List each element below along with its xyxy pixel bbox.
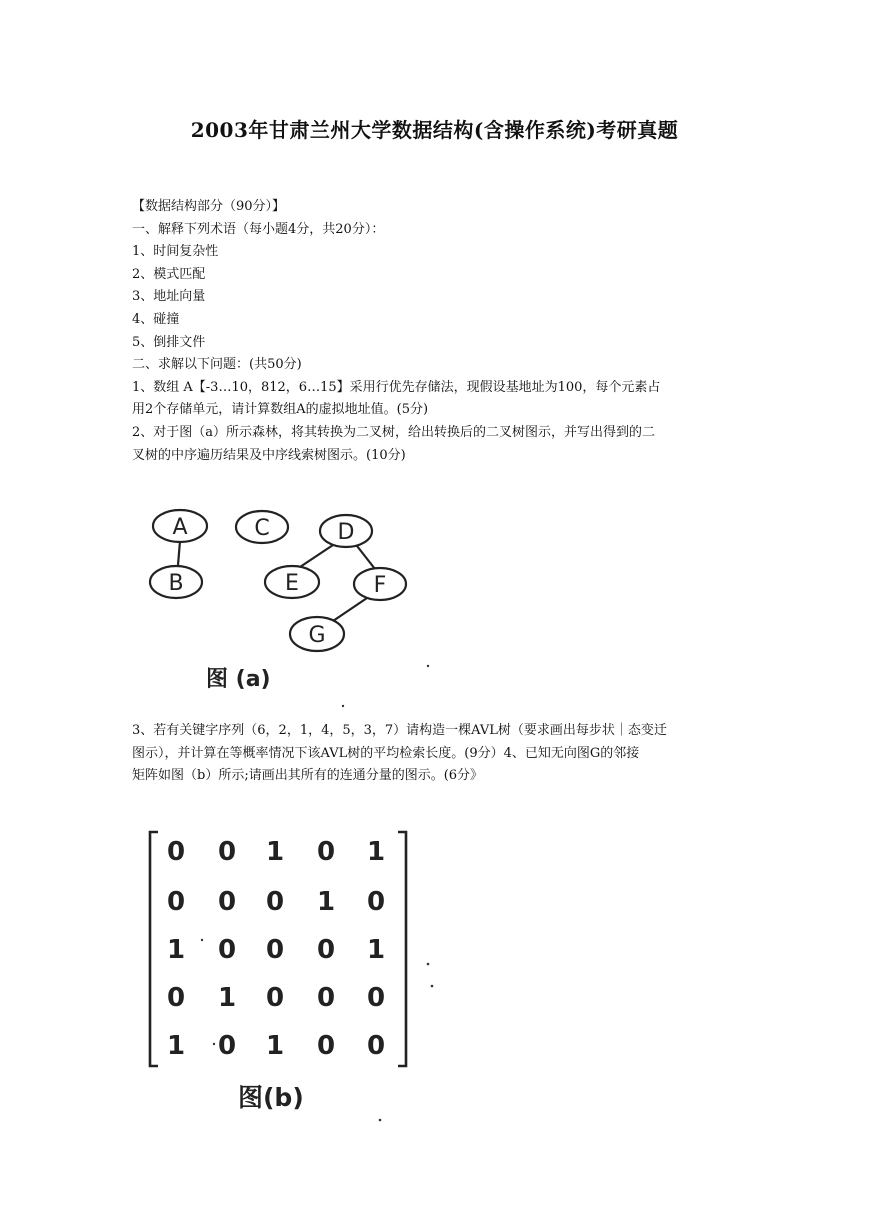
matrix-cell: 0 [217, 887, 237, 917]
figure-b-matrix [136, 818, 446, 1123]
section-heading: 【数据结构部分（90分）】 [132, 199, 286, 214]
matrix-cell: 0 [265, 983, 285, 1013]
edge-d-e [300, 545, 333, 567]
matrix-cell: 1 [265, 1031, 285, 1061]
matrix-cell: 0 [217, 935, 237, 965]
matrix-cell: 0 [166, 837, 186, 867]
matrix-cell: 1 [265, 837, 285, 867]
question-line: 图示），并计算在等概率情况下该AVL树的平均检索长度。(9分）4、已知无向图G的邻接 [132, 745, 640, 761]
node-a-label: A [172, 515, 188, 540]
question-line: 3、若有关键字序列（6，2，1，4，5，3，7）请构造一棵AVL树（要求画出每步状｜态变迁 [132, 723, 667, 738]
edge-d-f [357, 546, 375, 569]
matrix-cell: 1 [166, 1031, 186, 1061]
matrix-cell: 0 [316, 1031, 336, 1061]
question-line: 1、数组 A【-3…10，812，6…15】采用行优先存储法，现假设基地址为100，每个元素占 [132, 379, 661, 395]
matrix-cell: 0 [265, 935, 285, 965]
matrix-cell: 0 [217, 1031, 237, 1061]
question-heading-problems: 二、求解以下问题：(共50分) [132, 357, 302, 373]
matrix-cell: 1 [366, 935, 386, 965]
figure-b-caption: 图(b) [238, 1083, 304, 1112]
matrix-cell: 0 [366, 887, 386, 917]
matrix-cell: 0 [316, 983, 336, 1013]
matrix-cell: 1 [316, 887, 336, 917]
edge-f-g [333, 598, 367, 621]
term-item: 3、地址向量 [132, 289, 206, 305]
question-line: 矩阵如图（b）所示;请画出其所有的连通分量的图示。(6分》 [132, 768, 484, 784]
question-text-part1 [132, 196, 744, 467]
matrix-left-bracket [150, 832, 158, 1066]
node-d-label: D [337, 520, 355, 545]
question-line: 用2个存储单元，请计算数组A的虚拟地址值。(5分) [132, 402, 429, 418]
edge-a-b [178, 541, 180, 565]
matrix-cell: 0 [366, 1031, 386, 1061]
question-line: 叉树的中序遍历结果及中序线索树图示。(10分) [132, 447, 406, 463]
matrix-cell: 1 [366, 837, 386, 867]
matrix-cell: 1 [217, 983, 237, 1013]
matrix-cell: 0 [366, 983, 386, 1013]
matrix-cell: 0 [217, 837, 237, 867]
matrix-cell: 0 [166, 983, 186, 1013]
question-line: 2、对于图（a）所示森林，将其转换为二叉树，给出转换后的二叉树图示，并写出得到的二 [132, 424, 656, 440]
node-f-label: F [373, 573, 387, 598]
matrix-right-bracket [398, 832, 406, 1066]
document-title: 2003年甘肃兰州大学数据结构(含操作系统)考研真题 [190, 118, 679, 142]
node-g-label: G [308, 623, 326, 648]
term-item: 5、倒排文件 [132, 334, 206, 350]
matrix-cell: 0 [316, 837, 336, 867]
figure-a-caption: 图 (a) [206, 667, 271, 692]
matrix-cell: 0 [316, 935, 336, 965]
matrix-cell: 0 [166, 887, 186, 917]
node-b-label: B [168, 571, 184, 596]
node-e-label: E [285, 571, 299, 596]
term-item: 4、碰撞 [132, 311, 180, 327]
question-heading-terms: 一、解释下列术语（每小题4分，共20分）： [132, 221, 385, 237]
matrix-cell: 1 [166, 935, 186, 965]
question-text-part2 [132, 720, 744, 788]
term-item: 2、模式匹配 [132, 266, 206, 282]
term-item: 1、时间复杂性 [132, 244, 219, 260]
node-c-label: C [254, 516, 270, 541]
figure-a-forest [140, 500, 440, 715]
matrix-cell: 0 [265, 887, 285, 917]
